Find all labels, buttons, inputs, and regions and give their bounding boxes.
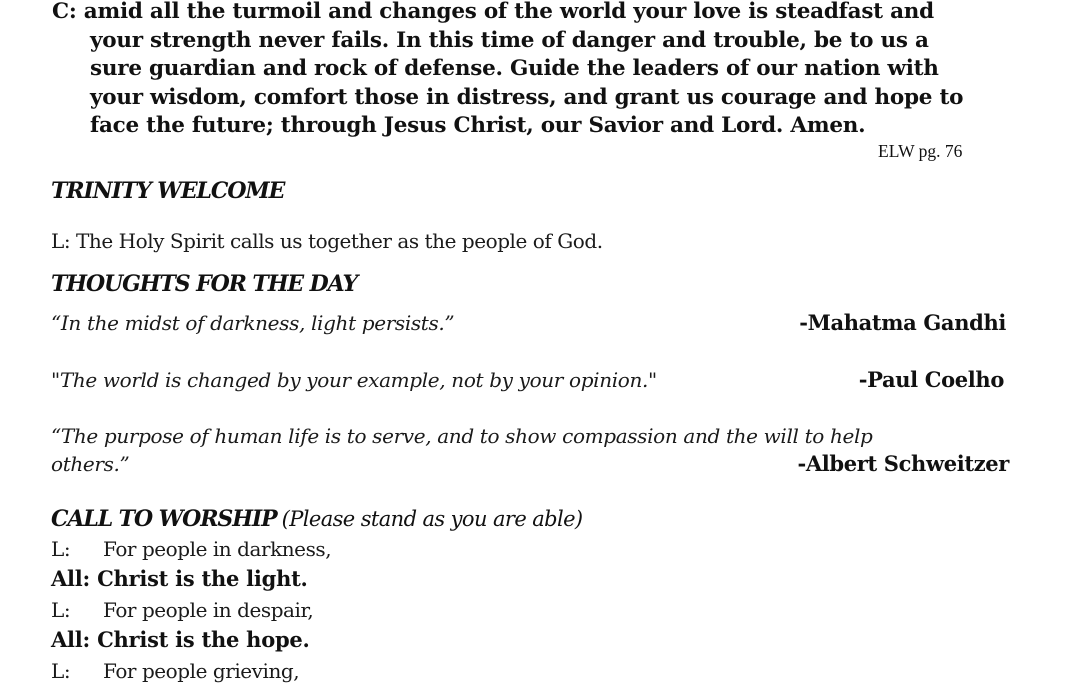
quote-author: -Paul Coelho: [858, 367, 1004, 392]
quote-text-continued: others.”: [51, 452, 130, 476]
collect-line: your strength never fails. In this time of danger and trouble, be to us a: [90, 27, 929, 53]
litany-text: Christ is the hope.: [97, 627, 310, 652]
litany-text: For people grieving,: [103, 659, 300, 683]
collect-line: face the future; through Jesus Christ, our Savior and Lord. Amen.: [90, 113, 866, 139]
quote-author: -Albert Schweitzer: [797, 451, 1009, 476]
litany-line: [51, 659, 299, 683]
litany-text: For people in despair,: [103, 598, 314, 622]
collect-line: C: amid all the turmoil and changes of the world your love is steadfast and: [52, 0, 934, 24]
litany-speaker: L:: [51, 659, 71, 683]
call-to-worship-heading: CALL TO WORSHIP: [51, 506, 277, 532]
quote-author: -Mahatma Gandhi: [799, 310, 1006, 335]
quote-text: “The purpose of human life is to serve, and to show compassion and the will to help: [51, 424, 873, 448]
quote-text: "The world is changed by your example, not by your opinion.": [51, 368, 657, 392]
litany-line: [51, 598, 313, 622]
litany-text: For people in darkness,: [103, 537, 332, 561]
collect-prayer: [52, 0, 1042, 141]
litany-response: [51, 566, 308, 591]
quote-text: “In the midst of darkness, light persists.”: [51, 311, 455, 335]
call-to-worship-title: [51, 506, 583, 532]
collect-source: ELW pg. 76: [878, 141, 963, 161]
litany-speaker: All:: [51, 566, 91, 591]
litany-line: [51, 537, 331, 561]
thoughts-heading: THOUGHTS FOR THE DAY: [51, 271, 358, 297]
collect-line: your wisdom, comfort those in distress, and grant us courage and hope to: [90, 84, 964, 110]
litany-speaker: L:: [51, 537, 71, 561]
trinity-welcome-heading: TRINITY WELCOME: [51, 178, 285, 204]
litany-response: [51, 627, 310, 652]
litany-speaker: L:: [51, 598, 71, 622]
call-to-worship-note: (Please stand as you are able): [281, 507, 583, 531]
trinity-welcome-line: L: The Holy Spirit calls us together as the people of God.: [51, 229, 603, 253]
litany-text: Christ is the light.: [97, 566, 308, 591]
litany-speaker: All:: [51, 627, 91, 652]
collect-line: sure guardian and rock of defense. Guide the leaders of our nation with: [90, 56, 939, 82]
